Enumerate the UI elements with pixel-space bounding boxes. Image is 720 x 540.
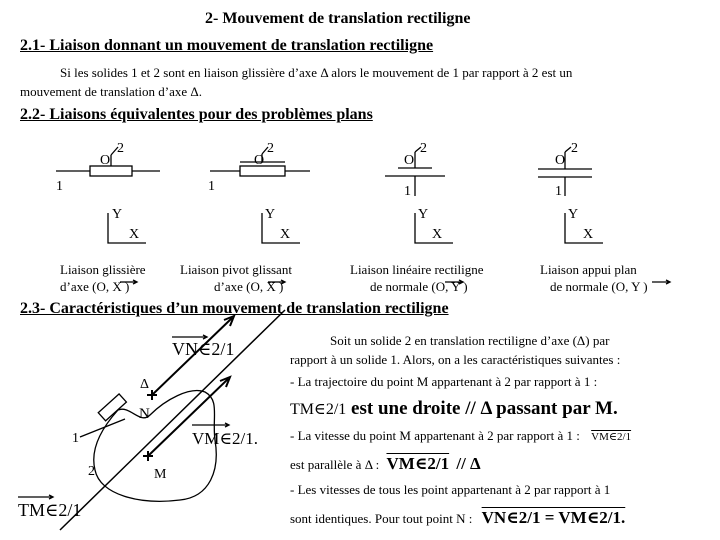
parallel-text: est parallèle à Δ : <box>290 457 380 472</box>
section-2-1-line2: mouvement de translation d’axe Δ. <box>20 84 202 99</box>
solid-2-label: 2 <box>420 141 427 156</box>
s23-trajectory-line <box>290 398 618 420</box>
vm-label: VM∈2/1. <box>192 429 258 448</box>
section-2-3-heading: 2.3- Caractéristiques d’un mouvement de translation rectiligne <box>20 300 449 317</box>
solid-1-label: 1 <box>208 179 215 194</box>
s23-para-3: - La trajectoire du point M appartenant à 2 par rapport à 1 : <box>290 374 598 389</box>
solid-2-label: 2 <box>267 141 274 156</box>
tm-symbol: TM∈2/1 <box>290 401 347 418</box>
s23-para-8 <box>290 508 625 528</box>
trajectory-text: est une droite // Δ passant par M. <box>351 398 618 419</box>
section-2-2-heading: 2.2- Liaisons équivalentes pour des problèmes plans <box>20 106 373 123</box>
section-2-1-line1: Si les solides 1 et 2 sont en liaison glissière d’axe Δ alors le mouvement de 1 par rapport à 2 est un <box>60 65 573 80</box>
delta-label: Δ <box>140 377 150 392</box>
velocity-equality: VN∈2/1 = VM∈2/1. <box>481 508 626 527</box>
liaison-1-name: Liaison glissière <box>60 262 146 277</box>
m-label: M <box>154 467 167 482</box>
axis-y-label: Y <box>568 207 579 222</box>
vm-symbol: VM∈2/1 <box>591 431 632 443</box>
solid-2-label: 2 <box>117 141 124 156</box>
solid-1-label: 1 <box>555 184 562 199</box>
axis-y-label: Y <box>265 207 276 222</box>
liaison-3-name: Liaison linéaire rectiligne <box>350 262 484 277</box>
solid-1-link <box>80 419 125 437</box>
solid-1-label: 1 <box>72 431 79 446</box>
liaison-1-axis: d’axe (O, X ) <box>60 279 130 294</box>
parallel-delta: // Δ <box>456 454 481 473</box>
velocity-text: - La vitesse du point M appartenant à 2 par rapport à 1 : <box>290 428 580 443</box>
tm-label: TM∈2/1 <box>18 500 82 520</box>
axis-y-label: Y <box>112 207 123 222</box>
solid-2-label: 2 <box>571 141 578 156</box>
s23-para-2: rapport à un solide 1. Alors, on a les caractéristiques suivantes : <box>290 352 621 367</box>
s23-para-1: Soit un solide 2 en translation rectiligne d’axe (Δ) par <box>330 333 610 348</box>
liaison-4-axis: de normale (O, Y ) <box>550 279 648 294</box>
liaison-2-name: Liaison pivot glissant <box>180 262 292 277</box>
s23-para-7: - Les vitesses de tous les point appartenant à 2 par rapport à 1 <box>290 482 611 497</box>
axis-x-label: X <box>432 227 443 242</box>
axis-x-label: X <box>129 227 140 242</box>
liaison-4-name: Liaison appui plan <box>540 262 637 277</box>
solid-1-label: 1 <box>404 184 411 199</box>
point-o-label: O <box>254 153 265 168</box>
point-o-label: O <box>555 153 566 168</box>
section-2-1-heading: 2.1- Liaison donnant un mouvement de translation rectiligne <box>20 37 434 54</box>
s23-para-6 <box>290 454 481 474</box>
liaison-2-axis: d’axe (O, X ) <box>214 279 284 294</box>
axis-y-label: Y <box>418 207 429 222</box>
n-label: N <box>139 406 150 422</box>
point-o-label: O <box>404 153 415 168</box>
page-title: 2- Mouvement de translation rectiligne <box>205 10 471 27</box>
identical-text: sont identiques. Pour tout point N : <box>290 511 473 526</box>
vn-label: VN∈2/1 <box>172 339 235 359</box>
vm-symbol: VM∈2/1 <box>386 454 450 473</box>
s23-para-5 <box>290 428 631 444</box>
point-o-label: O <box>100 153 111 168</box>
solid-2-label: 2 <box>88 464 95 479</box>
liaison-3-axis: de normale (O, Y ) <box>370 279 468 294</box>
axis-x-label: X <box>280 227 291 242</box>
axis-x-label: X <box>583 227 594 242</box>
solid-1-label: 1 <box>56 179 63 194</box>
